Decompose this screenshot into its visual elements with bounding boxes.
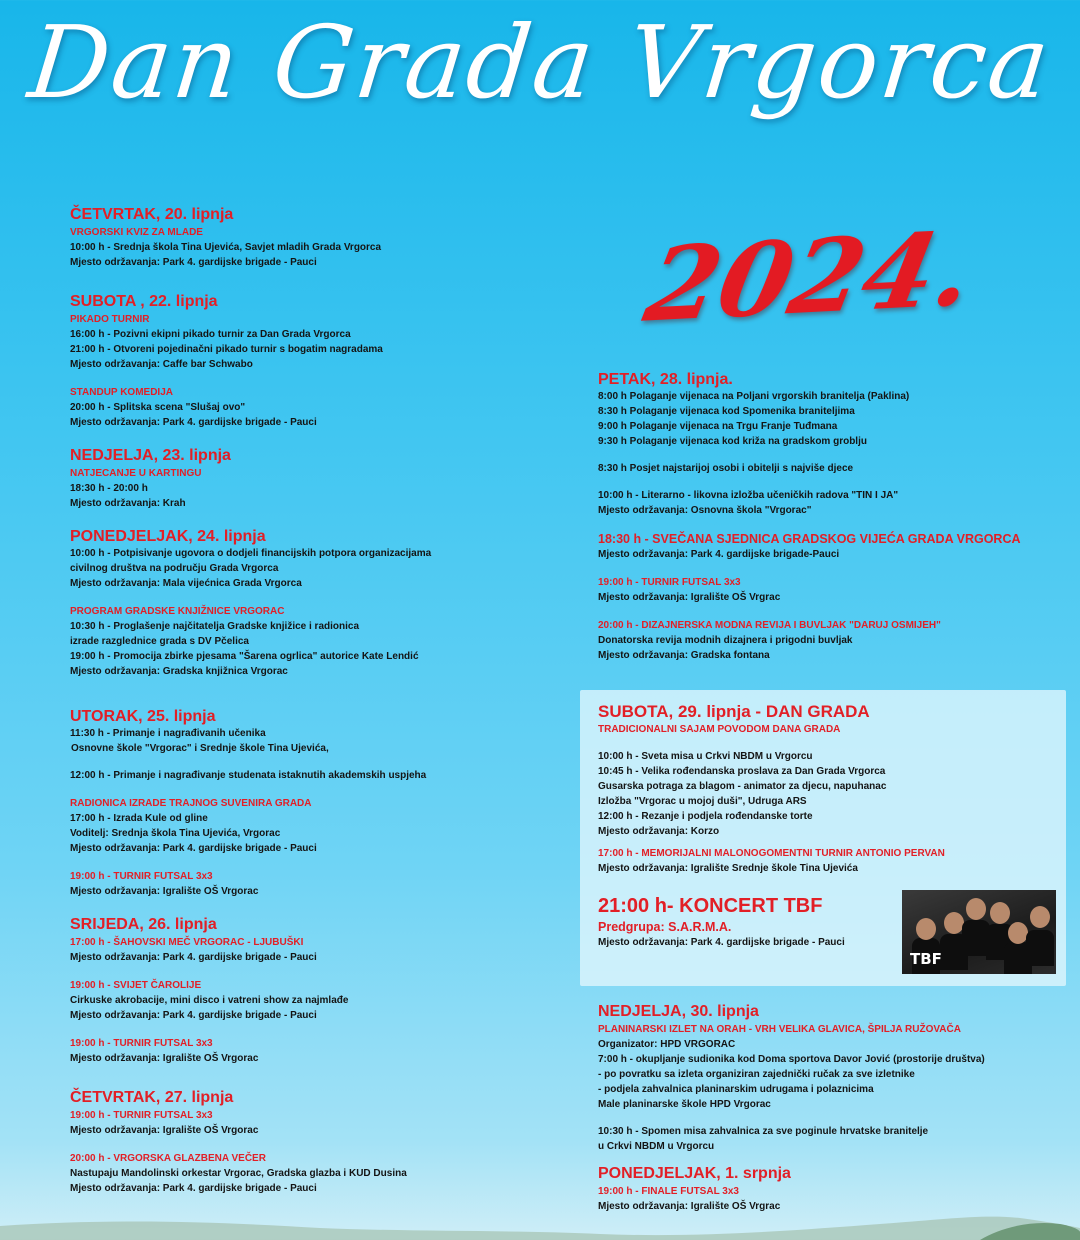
event-line: 12:00 h - Primanje i nagrađivanje studenata istaknutih akademskih uspjeha — [70, 770, 427, 781]
poster-title: Dan Grada Vrgorca — [23, 4, 1057, 121]
event-title: 19:00 h - TURNIR FUTSAL 3x3 — [70, 871, 213, 882]
event-line: Gusarska potraga za blagom - animator za djecu, napuhanac — [598, 781, 887, 792]
event-location: Mjesto održavanja: Park 4. gardijske brigade - Pauci — [70, 952, 317, 963]
event-title: 17:00 h - ŠAHOVSKI MEČ VRGORAC - LJUBUŠKI — [70, 937, 304, 948]
day-heading: UTORAK, 25. lipnja — [70, 708, 216, 725]
day-heading: NEDJELJA, 30. lipnja — [598, 1003, 759, 1020]
event-line: 10:30 h - Proglašenje najčitatelja Gradske knjižice i radionica — [70, 621, 360, 632]
event-line: - podjela zahvalnica planinarskim udrugama i polaznicima — [598, 1084, 874, 1095]
day-block-friday-28 — [598, 370, 1063, 663]
event-line: 8:30 h Posjet najstarijoj osobi i obitelji s najviše djece — [598, 463, 854, 474]
event-location: Mjesto održavanja: Park 4. gardijske brigade - Pauci — [70, 1010, 317, 1021]
event-line: 10:00 h - Literarno - likovna izložba učeničkih radova "TIN I JA" — [598, 490, 899, 501]
event-line: Organizator: HPD VRGORAC — [598, 1039, 736, 1050]
event-location: Mjesto održavanja: Korzo — [598, 826, 720, 837]
event-line: 7:00 h - okupljanje sudionika kod Doma sportova Davor Jović (prostorije društva) — [598, 1054, 985, 1065]
day-block-saturday-22 — [70, 292, 570, 430]
schedule-right-bottom — [598, 1002, 1068, 1224]
event-title: 19:00 h - TURNIR FUTSAL 3x3 — [598, 577, 741, 588]
event-location: Mjesto održavanja: Krah — [70, 498, 186, 509]
event-line: Voditelj: Srednja škola Tina Ujevića, Vrgorac — [70, 828, 281, 839]
event-line: u Crkvi NBDM u Vrgorcu — [598, 1141, 715, 1152]
event-location: Mjesto održavanja: Park 4. gardijske brigade - Pauci — [70, 257, 317, 268]
event-line: Male planinarske škole HPD Vrgorac — [598, 1099, 771, 1110]
event-line: 8:30 h Polaganje vijenaca kod Spomenika braniteljima — [598, 406, 855, 417]
event-line: - po povratku sa izleta organiziran zajednički ručak za sve izletnike — [598, 1069, 915, 1080]
event-line: 18:30 h - 20:00 h — [70, 483, 148, 494]
event-line: 10:45 h - Velika rođendanska proslava za Dan Grada Vrgorca — [598, 766, 886, 777]
event-line: 9:00 h Polaganje vijenaca na Trgu Franje Tuđmana — [598, 421, 838, 432]
event-line: civilnog društva na području Grada Vrgorca — [70, 563, 279, 574]
event-location: Mjesto održavanja: Park 4. gardijske brigade - Pauci — [70, 843, 317, 854]
event-location: Mjesto održavanja: Park 4. gardijske brigade - Pauci — [70, 417, 317, 428]
event-line: 10:00 h - Sveta misa u Crkvi NBDM u Vrgorcu — [598, 751, 813, 762]
event-line: 10:00 h - Srednja škola Tina Ujevića, Savjet mladih Grada Vrgorca — [70, 242, 382, 253]
day-heading: PONEDJELJAK, 24. lipnja — [70, 528, 266, 545]
event-location: Mjesto održavanja: Igralište OŠ Vrgorac — [70, 886, 259, 897]
event-title: VRGORSKI KVIZ ZA MLADE — [70, 227, 203, 238]
event-line: 10:00 h - Potpisivanje ugovora o dodjeli financijskih potpora organizacijama — [70, 548, 432, 559]
event-line: 10:30 h - Spomen misa zahvalnica za sve poginule hrvatske branitelje — [598, 1126, 929, 1137]
day-block-thursday-20 — [70, 205, 570, 270]
event-line: 20:00 h - Splitska scena "Slušaj ovo" — [70, 402, 246, 413]
event-line: Nastupaju Mandolinski orkestar Vrgorac, Gradska glazba i KUD Dusina — [70, 1168, 407, 1179]
schedule-right-column — [598, 370, 1063, 673]
event-title: NATJECANJE U KARTINGU — [70, 468, 202, 479]
event-title: 19:00 h - TURNIR FUTSAL 3x3 — [70, 1038, 213, 1049]
event-title: RADIONICA IZRADE TRAJNOG SUVENIRA GRADA — [70, 798, 312, 809]
support-act: Predgrupa: S.A.R.M.A. — [598, 920, 732, 934]
event-title: 19:00 h - FINALE FUTSAL 3x3 — [598, 1186, 739, 1197]
event-location: Mjesto održavanja: Igralište OŠ Vrgorac — [70, 1053, 259, 1064]
event-location: Mjesto održavanja: Mala vijećnica Grada Vrgorca — [70, 578, 302, 589]
event-line: Osnovne škole "Vrgorac" i Srednje škole Tina Ujevića, — [71, 743, 329, 754]
day-heading: ČETVRTAK, 27. lipnja — [70, 1089, 234, 1106]
day-heading: ČETVRTAK, 20. lipnja — [70, 206, 234, 223]
event-title: 20:00 h - DIZAJNERSKA MODNA REVIJA I BUVLJAK "DARUJ OSMIJEH" — [598, 620, 941, 631]
day-heading: SRIJEDA, 26. lipnja — [70, 916, 217, 933]
event-line: 8:00 h Polaganje vijenaca na Poljani vrgorskih branitelja (Paklina) — [598, 391, 910, 402]
event-line: izrade razglednice grada s DV Pčelica — [70, 636, 249, 647]
event-location: Mjesto održavanja: Igralište OŠ Vrgorac — [70, 1125, 259, 1136]
event-line: 17:00 h - Izrada Kule od gline — [70, 813, 208, 824]
day-block-thursday-27 — [70, 1088, 570, 1196]
day-block-sunday-30 — [598, 1002, 1068, 1154]
event-location: Mjesto održavanja: Park 4. gardijske brigade - Pauci — [70, 1183, 317, 1194]
event-location: Mjesto održavanja: Igralište OŠ Vrgrac — [598, 1201, 781, 1212]
event-title: PLANINARSKI IZLET NA ORAH - VRH VELIKA GLAVICA, ŠPILJA RUŽOVAČA — [598, 1024, 961, 1035]
event-title: 19:00 h - SVIJET ČAROLIJE — [70, 980, 202, 991]
day-heading: PETAK, 28. lipnja. — [598, 371, 733, 388]
schedule-left-column — [70, 205, 570, 1206]
event-location: Mjesto održavanja: Osnovna škola "Vrgorac" — [598, 505, 812, 516]
concert-title: 21:00 h- KONCERT TBF — [598, 895, 823, 917]
event-title: PIKADO TURNIR — [70, 314, 150, 325]
dan-grada-panel — [580, 690, 1066, 986]
event-title: TRADICIONALNI SAJAM POVODOM DANA GRADA — [598, 724, 841, 735]
event-title: STANDUP KOMEDIJA — [70, 387, 173, 398]
event-location: Mjesto održavanja: Igralište Srednje škole Tina Ujevića — [598, 863, 858, 874]
poster-year: 2024. — [636, 209, 984, 346]
band-photo — [902, 890, 1056, 974]
event-location: Mjesto održavanja: Caffe bar Schwabo — [70, 359, 253, 370]
event-location: Mjesto održavanja: Park 4. gardijske brigade - Pauci — [598, 937, 845, 948]
event-line: Cirkuske akrobacije, mini disco i vatreni show za najmlađe — [70, 995, 349, 1006]
event-line: 11:30 h - Primanje i nagrađivanih učenika — [70, 728, 266, 739]
event-line: 12:00 h - Rezanje i podjela rođendanske torte — [598, 811, 813, 822]
hills-decoration — [0, 1200, 1080, 1240]
day-heading: SUBOTA, 29. lipnja - DAN GRADA — [598, 702, 870, 721]
event-title: 20:00 h - VRGORSKA GLAZBENA VEČER — [70, 1153, 266, 1164]
day-heading: NEDJELJA, 23. lipnja — [70, 447, 231, 464]
event-title: 18:30 h - SVEČANA SJEDNICA GRADSKOG VIJEĆA GRADA VRGORCA — [598, 532, 1021, 546]
event-location: Mjesto održavanja: Gradska knjižnica Vrgorac — [70, 666, 288, 677]
event-line: 21:00 h - Otvoreni pojedinačni pikado turnir s bogatim nagradama — [70, 344, 383, 355]
day-block-monday-24 — [70, 527, 570, 679]
event-location: Mjesto održavanja: Gradska fontana — [598, 650, 770, 661]
event-title: 19:00 h - TURNIR FUTSAL 3x3 — [70, 1110, 213, 1121]
event-line: Izložba "Vrgorac u mojoj duši", Udruga ARS — [598, 796, 807, 807]
event-line: 16:00 h - Pozivni ekipni pikado turnir za Dan Grada Vrgorca — [70, 329, 351, 340]
day-block-tuesday-25 — [70, 707, 570, 899]
event-line: Donatorska revija modnih dizajnera i prigodni buvljak — [598, 635, 853, 646]
event-title: 17:00 h - MEMORIJALNI MALONOGOMENTNI TURNIR ANTONIO PERVAN — [598, 848, 945, 859]
event-line: 19:00 h - Promocija zbirke pjesama "Šarena ogrlica" autorice Kate Lendić — [70, 651, 419, 662]
event-title: PROGRAM GRADSKE KNJIŽNICE VRGORAC — [70, 606, 285, 617]
day-heading: PONEDJELJAK, 1. srpnja — [598, 1165, 791, 1182]
band-logo: TBF — [910, 950, 942, 968]
event-line: 9:30 h Polaganje vijenaca kod križa na gradskom groblju — [598, 436, 867, 447]
day-block-wednesday-26 — [70, 915, 570, 1066]
event-location: Mjesto održavanja: Igralište OŠ Vrgrac — [598, 592, 781, 603]
day-block-sunday-23 — [70, 446, 570, 511]
day-heading: SUBOTA , 22. lipnja — [70, 293, 218, 310]
event-location: Mjesto održavanja: Park 4. gardijske brigade-Pauci — [598, 549, 840, 560]
